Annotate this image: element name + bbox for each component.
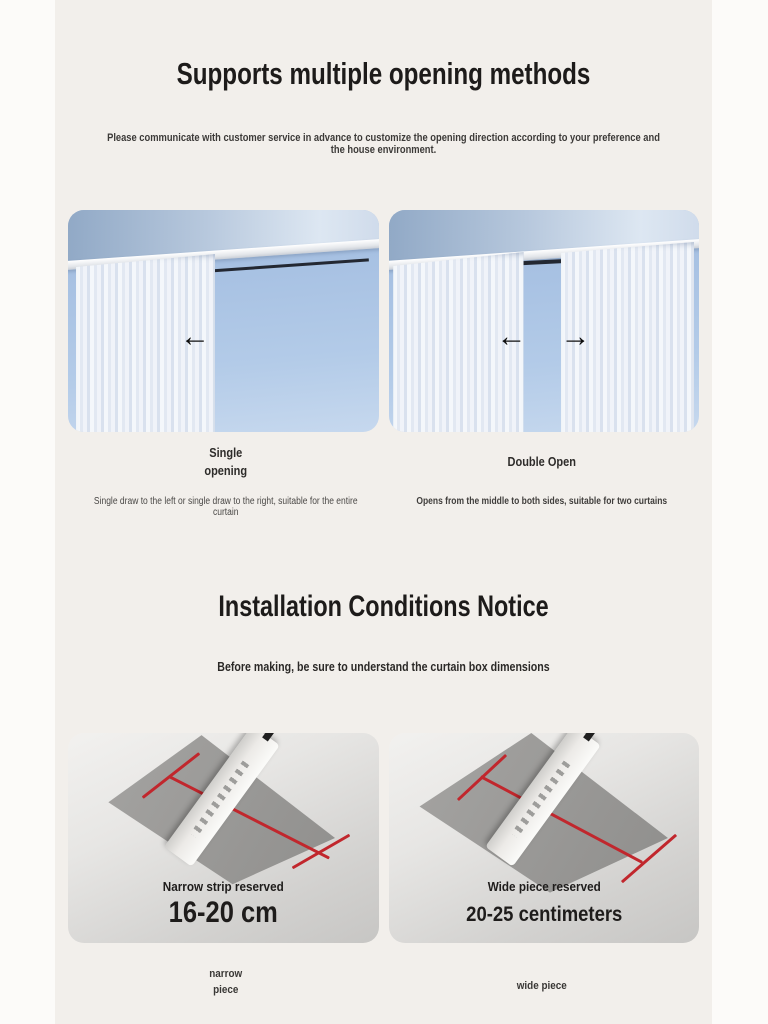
opening-subtitle: Please communicate with customer service in advance to customize the opening direction according to your preference and the house environment. — [107, 132, 660, 156]
install-caption-row — [68, 966, 699, 998]
wide-piece-caption: wide piece — [516, 980, 567, 992]
wide-reserve-label: Wide piece reserved — [487, 879, 601, 894]
arrow-right-icon: → — [560, 320, 591, 353]
opening-label-row — [68, 444, 699, 480]
double-open-label: Double Open — [507, 455, 576, 469]
double-open-photo — [389, 210, 700, 432]
arrow-left-icon: ← — [496, 320, 527, 353]
opening-title: Supports multiple opening methods — [176, 56, 591, 91]
narrow-reserve-label: Narrow strip reserved — [162, 879, 284, 894]
install-subtitle: Before making, be sure to understand the curtain box dimensions — [217, 660, 550, 674]
single-opening-label: Single opening — [204, 446, 248, 478]
content-column — [55, 0, 712, 1024]
install-title: Installation Conditions Notice — [218, 590, 549, 623]
wide-reserve-value: 20-25 centimeters — [465, 903, 622, 926]
double-open-description: Opens from the middle to both sides, suitable for two curtains — [415, 496, 667, 507]
wide-reserve-photo — [389, 733, 700, 943]
arrow-left-icon: ← — [180, 320, 210, 353]
opening-description-row — [68, 496, 699, 518]
install-photo-row — [68, 733, 699, 943]
narrow-reserve-value: 16-20 cm — [168, 896, 278, 929]
narrow-reserve-photo — [68, 733, 379, 943]
single-opening-photo — [68, 210, 379, 432]
opening-photo-row — [68, 210, 699, 432]
narrow-piece-caption: narrow piece — [209, 968, 243, 996]
single-opening-description: Single draw to the left or single draw to the right, suitable for the entire curtain — [93, 496, 358, 518]
